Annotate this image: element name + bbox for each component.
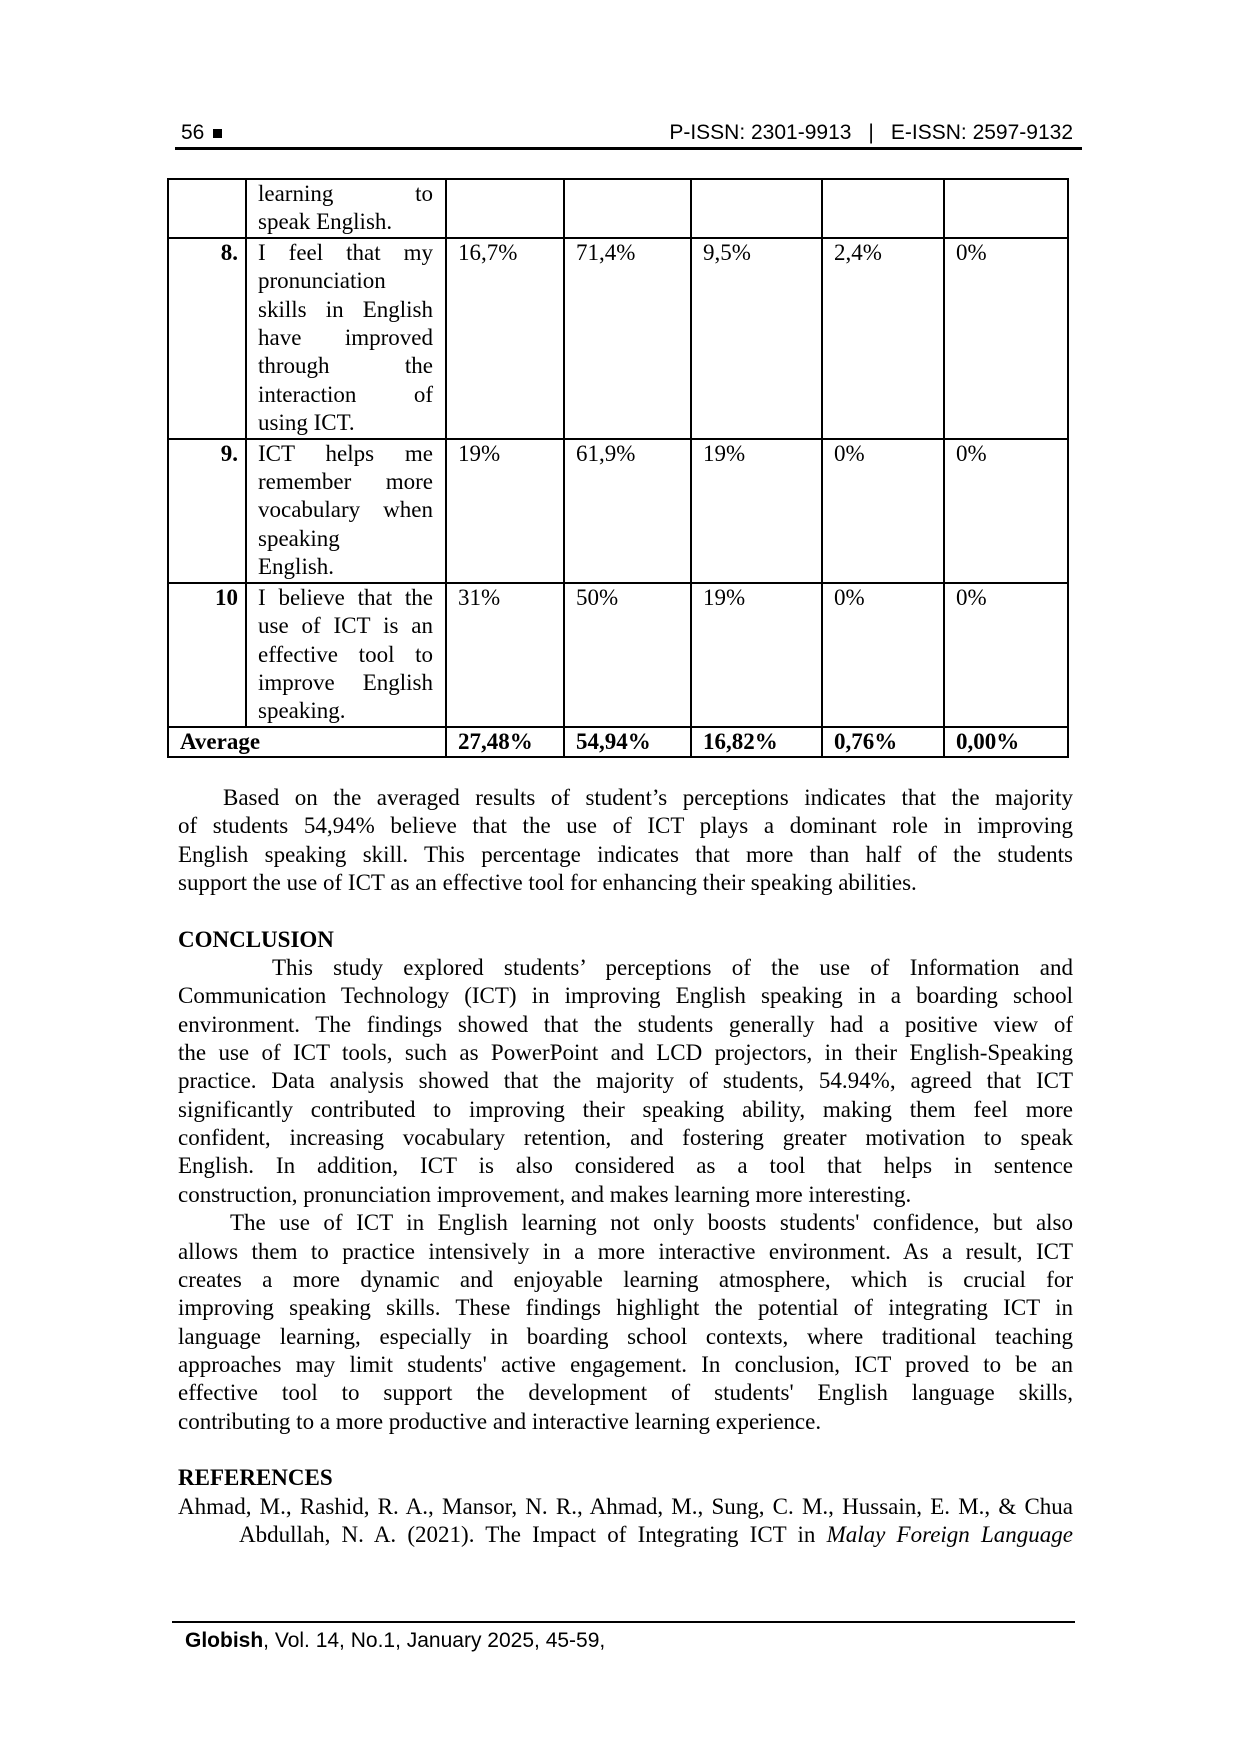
spacer: [178, 897, 1073, 925]
text-line: contributing to a more productive and interactive learning experience.: [178, 1408, 822, 1434]
value-cell: 16,7%: [446, 238, 564, 439]
text-line: environment. The findings showed that the students generally had a positive view of: [178, 1011, 1073, 1037]
value-cell: 0%: [944, 439, 1068, 583]
statement-line: speaking.: [258, 698, 346, 724]
statement-line: vocabulary when: [258, 497, 433, 523]
table-row-continued: [168, 179, 1068, 238]
text-line: Based on the averaged results of student’s perceptions indicates that the majority: [223, 785, 1073, 810]
page-number-group: [181, 121, 222, 145]
statement-line: speak English.: [258, 209, 393, 235]
item-number-cell: 10: [168, 583, 246, 727]
text-line: approaches may limit students' active engagement. In conclusion, ICT proved to be an: [178, 1351, 1073, 1377]
value-cell: 31%: [446, 583, 564, 727]
value-cell: 0%: [822, 439, 944, 583]
average-value-cell: 27,48%: [446, 727, 564, 757]
text-line: Communication Technology (ICT) in improving English speaking in a boarding school: [178, 983, 1073, 1009]
statement-line: have improved: [258, 325, 433, 351]
value-cell: 50%: [564, 583, 691, 727]
text-line: language learning, especially in boarding school contexts, where traditional teaching: [178, 1323, 1073, 1349]
average-value-cell: 54,94%: [564, 727, 691, 757]
statement-line: effective tool to: [258, 641, 433, 667]
empty-cell: [944, 179, 1068, 238]
references-heading: REFERENCES: [178, 1465, 333, 1491]
body-text: [178, 784, 1073, 1549]
statement-line: learning to: [258, 181, 433, 206]
value-cell: 0%: [822, 583, 944, 727]
reference-line: Ahmad, M., Rashid, R. A., Mansor, N. R., Ahmad, M., Sung, C. M., Hussain, E. M., & Chua: [178, 1493, 1073, 1519]
statement-line: English.: [258, 554, 335, 580]
statement-cell: [246, 583, 446, 727]
header-square-icon: [213, 129, 222, 138]
statement-cell: [246, 179, 446, 238]
statement-line: through the: [258, 353, 433, 379]
text-line: confident, increasing vocabulary retention, and fostering greater motivation to speak: [178, 1125, 1073, 1151]
value-cell: 71,4%: [564, 238, 691, 439]
text-line: of students 54,94% believe that the use of ICT plays a dominant role in improving: [178, 813, 1073, 839]
value-cell: 19%: [446, 439, 564, 583]
running-footer: [185, 1629, 605, 1653]
average-value-cell: 0,00%: [944, 727, 1068, 757]
reference-italic-title: Malay Foreign Language: [826, 1521, 1074, 1547]
average-label-cell: Average: [168, 727, 446, 757]
value-cell: 2,4%: [822, 238, 944, 439]
running-header: [181, 121, 1073, 145]
average-row: [168, 727, 1068, 757]
statement-line: pronunciation: [258, 268, 386, 294]
reference-text: Abdullah, N. A. (2021). The Impact of Integrating ICT in: [239, 1521, 827, 1547]
conclusion-paragraph-2: [178, 1209, 1073, 1436]
perception-table: [167, 178, 1069, 758]
statement-line: I believe that the: [258, 584, 433, 610]
empty-cell: [691, 179, 822, 238]
issn-group: [669, 121, 1073, 145]
statement-line: improve English: [258, 669, 433, 695]
footer-rule: [172, 1621, 1075, 1623]
statement-line: using ICT.: [258, 410, 355, 436]
value-cell: 0%: [944, 583, 1068, 727]
text-line: creates a more dynamic and enjoyable learning atmosphere, which is crucial for: [178, 1266, 1073, 1292]
journal-name: Globish: [185, 1629, 264, 1652]
text-line: allows them to practice intensively in a more interactive environment. As a result, ICT: [178, 1238, 1073, 1264]
value-cell: 19%: [691, 583, 822, 727]
statement-line: speaking: [258, 525, 340, 551]
item-number-cell: 8.: [168, 238, 246, 439]
text-line: This study explored students’ perceptions of the use of Information and: [272, 955, 1073, 981]
text-line: English speaking skill. This percentage indicates that more than half of the students: [178, 841, 1073, 867]
page-number: 56: [181, 121, 205, 144]
statement-line: interaction of: [258, 381, 433, 407]
average-value-cell: 16,82%: [691, 727, 822, 757]
statement-cell: [246, 238, 446, 439]
header-rule: [175, 147, 1082, 150]
statement-line: I feel that my: [258, 239, 433, 265]
item-number-cell: [168, 179, 246, 238]
statement-line: remember more: [258, 469, 433, 495]
text-line: practice. Data analysis showed that the majority of students, 54.94%, agreed that ICT: [178, 1068, 1073, 1094]
item-number-cell: 9.: [168, 439, 246, 583]
empty-cell: [446, 179, 564, 238]
text-line: the use of ICT tools, such as PowerPoint and LCD projectors, in their English-Speaking: [178, 1040, 1073, 1066]
statement-cell: [246, 439, 446, 583]
text-line: effective tool to support the development of students' English language skills,: [178, 1380, 1073, 1406]
value-cell: 9,5%: [691, 238, 822, 439]
average-value-cell: 0,76%: [822, 727, 944, 757]
table-row: [168, 238, 1068, 439]
table-row: [168, 583, 1068, 727]
conclusion-heading: CONCLUSION: [178, 926, 334, 952]
text-line: significantly contributed to improving their speaking ability, making them feel more: [178, 1096, 1073, 1122]
statement-line: skills in English: [258, 296, 433, 322]
text-line: support the use of ICT as an effective tool for enhancing their speaking abilities.: [178, 870, 917, 896]
text-line: English. In addition, ICT is also considered as a tool that helps in sentence: [178, 1153, 1073, 1179]
text-line: The use of ICT in English learning not only boosts students' confidence, but also: [230, 1210, 1073, 1236]
journal-issue-details: , Vol. 14, No.1, January 2025, 45-59,: [263, 1629, 606, 1652]
table-row: [168, 439, 1068, 583]
discussion-paragraph: [178, 784, 1073, 897]
text-line: construction, pronunciation improvement, and makes learning more interesting.: [178, 1181, 912, 1207]
issn-print: P-ISSN: 2301-9913: [669, 121, 852, 144]
value-cell: 19%: [691, 439, 822, 583]
reference-entry: [178, 1493, 1073, 1550]
conclusion-paragraph-1: [178, 954, 1073, 1209]
issn-online: E-ISSN: 2597-9132: [890, 121, 1073, 144]
value-cell: 0%: [944, 238, 1068, 439]
spacer: [178, 1436, 1073, 1464]
empty-cell: [564, 179, 691, 238]
value-cell: 61,9%: [564, 439, 691, 583]
issn-separator: |: [868, 121, 874, 144]
statement-line: use of ICT is an: [258, 613, 433, 639]
statement-line: ICT helps me: [258, 440, 433, 466]
reference-line: [178, 1521, 1073, 1549]
empty-cell: [822, 179, 944, 238]
text-line: improving speaking skills. These findings highlight the potential of integrating ICT in: [178, 1295, 1073, 1321]
